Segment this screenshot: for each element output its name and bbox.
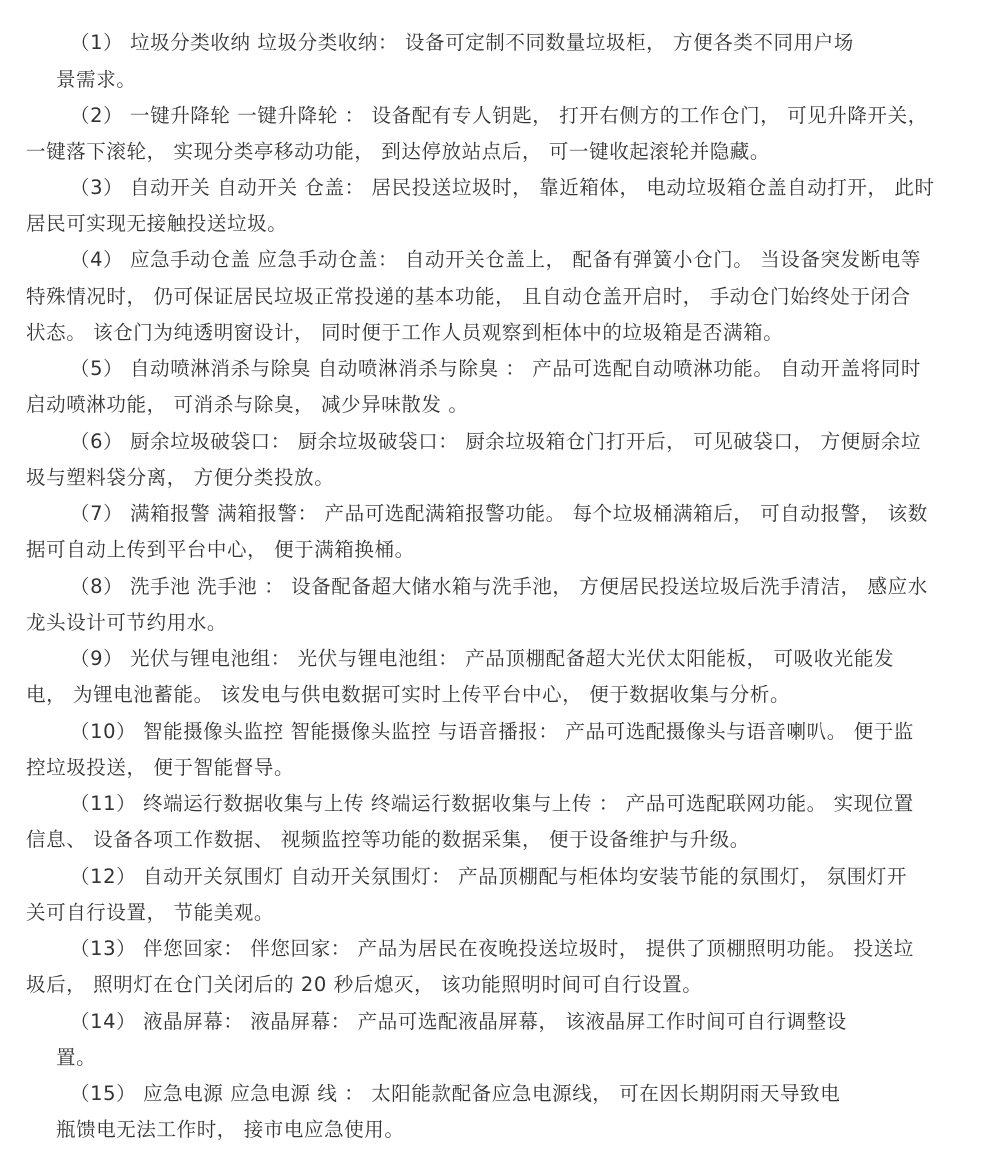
text-line: 信息、 设备各项工作数据、 视频监控等功能的数据采集， 便于设备维护与升级。 <box>26 828 750 851</box>
text-line: （3） 自动开关 自动开关 仓盖： 居民投送垃圾时， 靠近箱体， 电动垃圾箱仓盖自动打开， 此时 <box>70 176 935 199</box>
text-line: 置。 <box>56 1046 97 1069</box>
text-line: （13） 伴您回家： 伴您回家： 产品为居民在夜晚投送垃圾时， 提供了顶棚照明功能。 投送垃 <box>70 937 914 960</box>
text-line: （12） 自动开关氛围灯 自动开关氛围灯： 产品顶棚配与柜体均安装节能的氛围灯， 氛围灯开 <box>70 865 908 888</box>
text-line: 居民可实现无接触投送垃圾。 <box>26 212 288 235</box>
text-line: 据可自动上传到平台中心， 便于满箱换桶。 <box>26 538 415 561</box>
text-line: 控垃圾投送， 便于智能督导。 <box>26 756 295 779</box>
text-line: （6） 厨余垃圾破袋口： 厨余垃圾破袋口： 厨余垃圾箱仓门打开后， 可见破袋口， 方便厨余垃 <box>70 430 921 453</box>
text-line: 启动喷淋功能， 可消杀与除臭， 减少异味散发 。 <box>26 393 469 416</box>
text-line: （1） 垃圾分类收纳 垃圾分类收纳： 设备可定制不同数量垃圾柜， 方便各类不同用户场 <box>70 31 854 54</box>
text-line: 状态。 该仓门为纯透明窗设计， 同时便于工作人员观察到柜体中的垃圾箱是否满箱。 <box>26 321 784 344</box>
text-line: 景需求。 <box>56 68 137 91</box>
text-line: 龙头设计可节约用水。 <box>26 611 228 634</box>
text-line: 特殊情况时， 仍可保证居民垃圾正常投递的基本功能， 且自动仓盖开启时， 手动仓门始终处于闭合 <box>26 285 911 308</box>
text-line: （9） 光伏与锂电池组： 光伏与锂电池组： 产品顶棚配备超大光伏太阳能板， 可吸收光能发 <box>70 647 895 670</box>
text-line: 一键落下滚轮， 实现分类亭移动功能， 到达停放站点后， 可一键收起滚轮并隐藏。 <box>26 140 770 163</box>
text-line: （10） 智能摄像头监控 智能摄像头监控 与语音播报： 产品可选配摄像头与语音喇叭。 便于监 <box>70 720 914 743</box>
text-line: （5） 自动喷淋消杀与除臭 自动喷淋消杀与除臭 ： 产品可选配自动喷淋功能。 自动开盖将同时 <box>70 357 921 380</box>
text-line: 圾与塑料袋分离， 方便分类投放。 <box>26 466 335 489</box>
text-line: （11） 终端运行数据收集与上传 终端运行数据收集与上传 ： 产品可选配联网功能。 实现位置 <box>70 792 914 815</box>
text-line: 关可自行设置， 节能美观。 <box>26 901 274 924</box>
text-line: （2） 一键升降轮 一键升降轮 ： 设备配有专人钥匙， 打开右侧方的工作仓门， 可见升降开关， <box>70 104 928 127</box>
text-line: （8） 洗手池 洗手池 ： 设备配备超大储水箱与洗手池， 方便居民投送垃圾后洗手清洁， 感应水 <box>70 575 928 598</box>
text-line: 电， 为锂电池蓄能。 该发电与供电数据可实时上传平台中心， 便于数据收集与分析。 <box>26 683 791 706</box>
text-line: （4） 应急手动仓盖 应急手动仓盖： 自动开关仓盖上， 配备有弹簧小仓门。 当设备突发断电等 <box>70 248 921 271</box>
text-line: 圾后， 照明灯在仓门关闭后的 20 秒后熄灭， 该功能照明时间可自行设置。 <box>26 973 703 996</box>
text-line: 瓶馈电无法工作时， 接市电应急使用。 <box>56 1118 405 1141</box>
text-line: （15） 应急电源 应急电源 线 ： 太阳能款配备应急电源线， 可在因长期阴雨天导致电 <box>70 1082 841 1105</box>
text-line: （14） 液晶屏幕： 液晶屏幕： 产品可选配液晶屏幕， 该液晶屏工作时间可自行调整设 <box>70 1010 847 1033</box>
text-line: （7） 满箱报警 满箱报警： 产品可选配满箱报警功能。 每个垃圾桶满箱后， 可自动报警， 该数 <box>70 502 928 525</box>
